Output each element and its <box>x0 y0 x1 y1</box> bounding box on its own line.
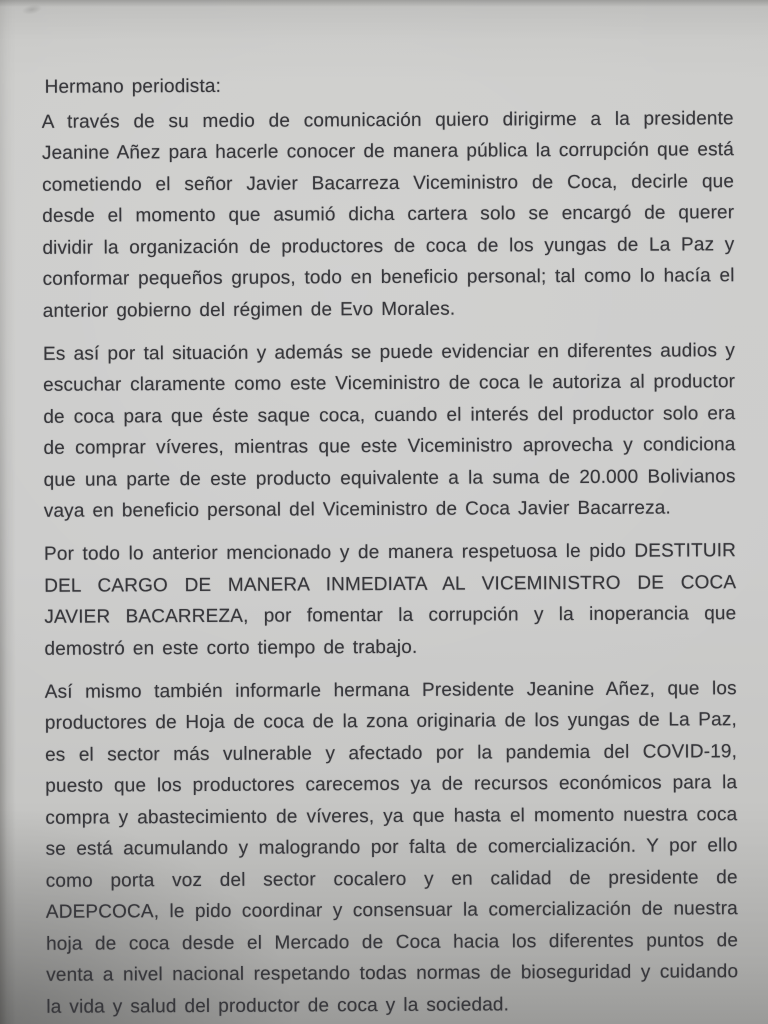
letter-salutation: Hermano periodista: <box>44 75 222 98</box>
photo-left-edge-shadow <box>0 0 16 1024</box>
letter-body <box>41 68 738 1024</box>
letter-paragraph-3: Por todo lo anterior mencionado y de manera respetuosa le pido DESTITUIR DEL CARGO DE MANERA INMEDIATA AL VICEMINISTRO DE COCA JAVIER BACARREZA, por fomentar la corrupción y la inoperancia que demostró en este corto tiempo de trabajo. <box>43 540 737 660</box>
letter-paragraph-4: Así mismo también informarle hermana Presidente Jeanine Añez, que los productores de Hoja de coca de la zona originaria de los yungas de La Paz, es el sector más vulnerable y afectado por la pandemia del COVID-19, puesto que los productores carecemos ya de recursos económicos para la compra y abastecimiento de víveres, ya que hasta el momento nuestra coca se está acumulando y malogrando por falta de comercialización. Y por ello como porta voz del sector cocalero y en calidad de presidente de ADEPCOCA, le pido coordinar y consensuar la comercialización de nuestra hoja de coca desde el Mercado de Coca hacia los diferentes puntos de venta a nivel nacional respetando todas normas de bioseguridad y cuidando la vida y salud del productor de coca y la sociedad. <box>44 677 739 1018</box>
letter-paragraph-1: A través de su medio de comunicación quiero dirigirme a la presidente Jeanine Añez para hacerle conocer de manera pública la corrupción que está cometiendo el señor Javier Bacarreza Viceministro de Coca, decirle que desde el momento que asumió dicha cartera solo se encargó de querer dividir la organización de productores de coca de los yungas de La Paz y conformar pequeños grupos, todo en beneficio personal; tal como lo hacía el anterior gobierno del régimen de Evo Morales. <box>41 107 735 322</box>
photo-top-edge-shadow <box>0 0 768 7</box>
letter-paragraph-2: Es así por tal situación y además se puede evidenciar en diferentes audios y escuchar claramente como este Viceministro de coca le autoriza al productor de coca para que éste saque coca, cuando el interés del productor solo era de comprar víveres, mientras que este Viceministro aprovecha y condiciona que una parte de este producto equivalente a la suma de 20.000 Bolivianos vaya en beneficio personal del Viceministro de Coca Javier Bacarreza. <box>42 339 736 522</box>
